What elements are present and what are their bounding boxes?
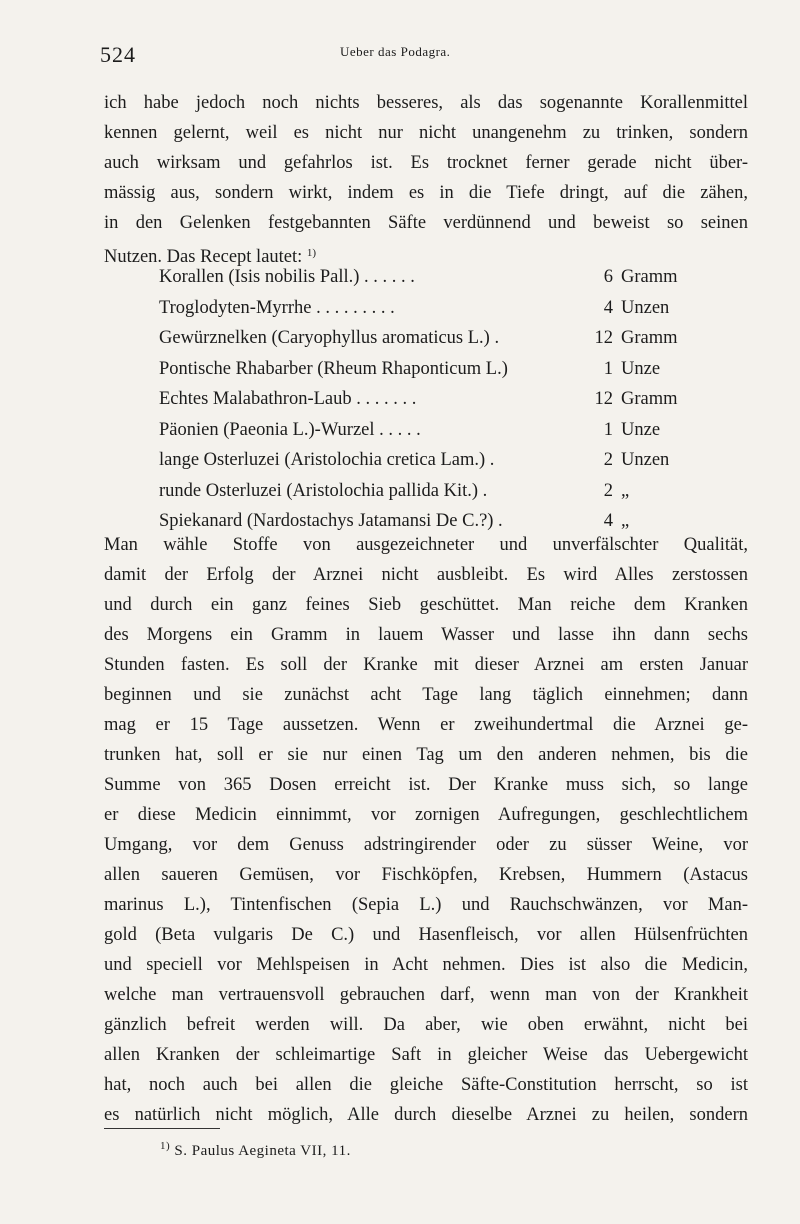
text-line: trunken hat, soll er sie nur einen Tag um den anderen nehmen, bis die [104, 745, 748, 765]
text-line: Summe von 365 Dosen erreicht ist. Der Kranke muss sich, so lange [104, 775, 748, 795]
running-head: Ueber das Podagra. [340, 44, 451, 59]
recipe-item [159, 293, 699, 324]
recipe-item [159, 445, 699, 476]
ingredient-unit: Gramm [621, 267, 678, 287]
ingredient-unit: Unzen [621, 297, 670, 318]
text-line: gold (Beta vulgaris De C.) und Hasenfleisch, vor allen Hülsenfrüchten [104, 925, 748, 945]
text-line: mässig aus, sondern wirkt, indem es in die Tiefe dringt, auf die zähen, [104, 183, 748, 203]
ingredient-quantity: 12 [594, 389, 613, 409]
text-line: mag er 15 Tage aussetzen. Wenn er zweihundertmal die Arznei ge- [104, 715, 748, 735]
text-line: und speciell vor Mehlspeisen in Acht nehmen. Dies ist also die Medicin, [104, 955, 748, 975]
main-paragraph [104, 530, 748, 1130]
recipe-intro: Nutzen. Das Recept lautet: [104, 247, 303, 267]
ingredient-quantity: 1 [603, 419, 613, 440]
text-line: kennen gelernt, weil es nicht nur nicht unangenehm zu trinken, sondern [104, 123, 748, 143]
text-line: Man wähle Stoffe von ausgezeichneter und unverfälschter Qualität, [104, 535, 748, 555]
ingredient-quantity: 2 [603, 480, 613, 501]
text-line: hat, noch auch bei allen die gleiche Säfte-Constitution herrscht, so ist [104, 1075, 748, 1095]
ingredient-quantity: 1 [603, 358, 613, 379]
footnote [160, 1140, 351, 1160]
text-line: damit der Erfolg der Arznei nicht ausbleibt. Es wird Alles zerstossen [104, 565, 748, 585]
recipe-list [159, 262, 699, 537]
ingredient-name: lange Osterluzei (Aristolochia cretica Lam.) . [159, 450, 495, 470]
intro-paragraph [104, 88, 748, 268]
ingredient-unit: Gramm [621, 328, 678, 348]
ingredient-name: Echtes Malabathron-Laub . . . . . . . [159, 389, 417, 409]
ingredient-unit: Unze [621, 358, 661, 379]
ingredient-name: Gewürznelken (Caryophyllus aromaticus L.) . [159, 328, 500, 348]
text-line: ich habe jedoch noch nichts besseres, als das sogenannte Korallenmittel [104, 93, 748, 113]
page-number: 524 [100, 42, 136, 67]
ingredient-unit: Gramm [621, 389, 678, 409]
text-line: es natürlich nicht möglich, Alle durch dieselbe Arznei zu heilen, sondern [104, 1105, 748, 1125]
ingredient-quantity: 4 [603, 511, 613, 531]
text-line: Umgang, vor dem Genuss adstringirender oder zu süsser Weine, vor [104, 835, 748, 855]
text-line: auch wirksam und gefahrlos ist. Es trocknet ferner gerade nicht über- [104, 153, 748, 173]
text-line: welche man vertrauensvoll gebrauchen darf, wenn man von der Krankheit [104, 985, 748, 1005]
recipe-item [159, 262, 699, 293]
recipe-item [159, 415, 699, 446]
text-line: allen saueren Gemüsen, vor Fischköpfen, Krebsen, Hummern (Astacus [104, 865, 748, 885]
text-line: gänzlich befreit werden will. Da aber, wie oben erwähnt, nicht bei [104, 1015, 748, 1035]
footnote-marker: 1) [160, 1140, 171, 1152]
text-line: allen Kranken der schleimartige Saft in gleicher Weise das Uebergewicht [104, 1045, 748, 1065]
ingredient-quantity: 12 [594, 328, 613, 348]
ingredient-unit: „ [621, 480, 630, 501]
ingredient-name: Korallen (Isis nobilis Pall.) . . . . . . [159, 267, 415, 287]
text-line: in den Gelenken festgebannten Säfte verdünnend und beweist so seinen [104, 213, 748, 233]
recipe-item [159, 323, 699, 354]
footnote-divider [104, 1128, 220, 1129]
footnote-marker: 1) [306, 247, 317, 259]
ingredient-unit: „ [621, 511, 630, 531]
footnote-text: S. Paulus Aegineta VII, 11. [174, 1143, 351, 1159]
ingredient-name: runde Osterluzei (Aristolochia pallida Kit.) . [159, 480, 488, 501]
ingredient-quantity: 6 [603, 267, 613, 287]
ingredient-name: Pontische Rhabarber (Rheum Rhaponticum L.) [159, 358, 508, 379]
text-line: des Morgens ein Gramm in lauem Wasser und lasse ihn dann sechs [104, 625, 748, 645]
recipe-item [159, 476, 699, 507]
text-line: marinus L.), Tintenfischen (Sepia L.) und Rauchschwänzen, vor Man- [104, 895, 748, 915]
ingredient-quantity: 2 [603, 450, 613, 470]
text-line: und durch ein ganz feines Sieb geschüttet. Man reiche dem Kranken [104, 595, 748, 615]
recipe-item [159, 354, 699, 385]
recipe-item [159, 384, 699, 415]
text-line: er diese Medicin einnimmt, vor zornigen Aufregungen, geschlechtlichem [104, 805, 748, 825]
ingredient-quantity: 4 [603, 297, 613, 318]
ingredient-name: Spiekanard (Nardostachys Jatamansi De C.?) . [159, 511, 503, 531]
text-line: Stunden fasten. Es soll der Kranke mit dieser Arznei am ersten Januar [104, 655, 748, 675]
ingredient-unit: Unze [621, 419, 661, 440]
text-line: beginnen und sie zunächst acht Tage lang täglich einnehmen; dann [104, 685, 748, 705]
ingredient-unit: Unzen [621, 450, 670, 470]
ingredient-name: Päonien (Paeonia L.)-Wurzel . . . . . [159, 419, 421, 440]
ingredient-name: Troglodyten-Myrrhe . . . . . . . . . [159, 297, 395, 318]
